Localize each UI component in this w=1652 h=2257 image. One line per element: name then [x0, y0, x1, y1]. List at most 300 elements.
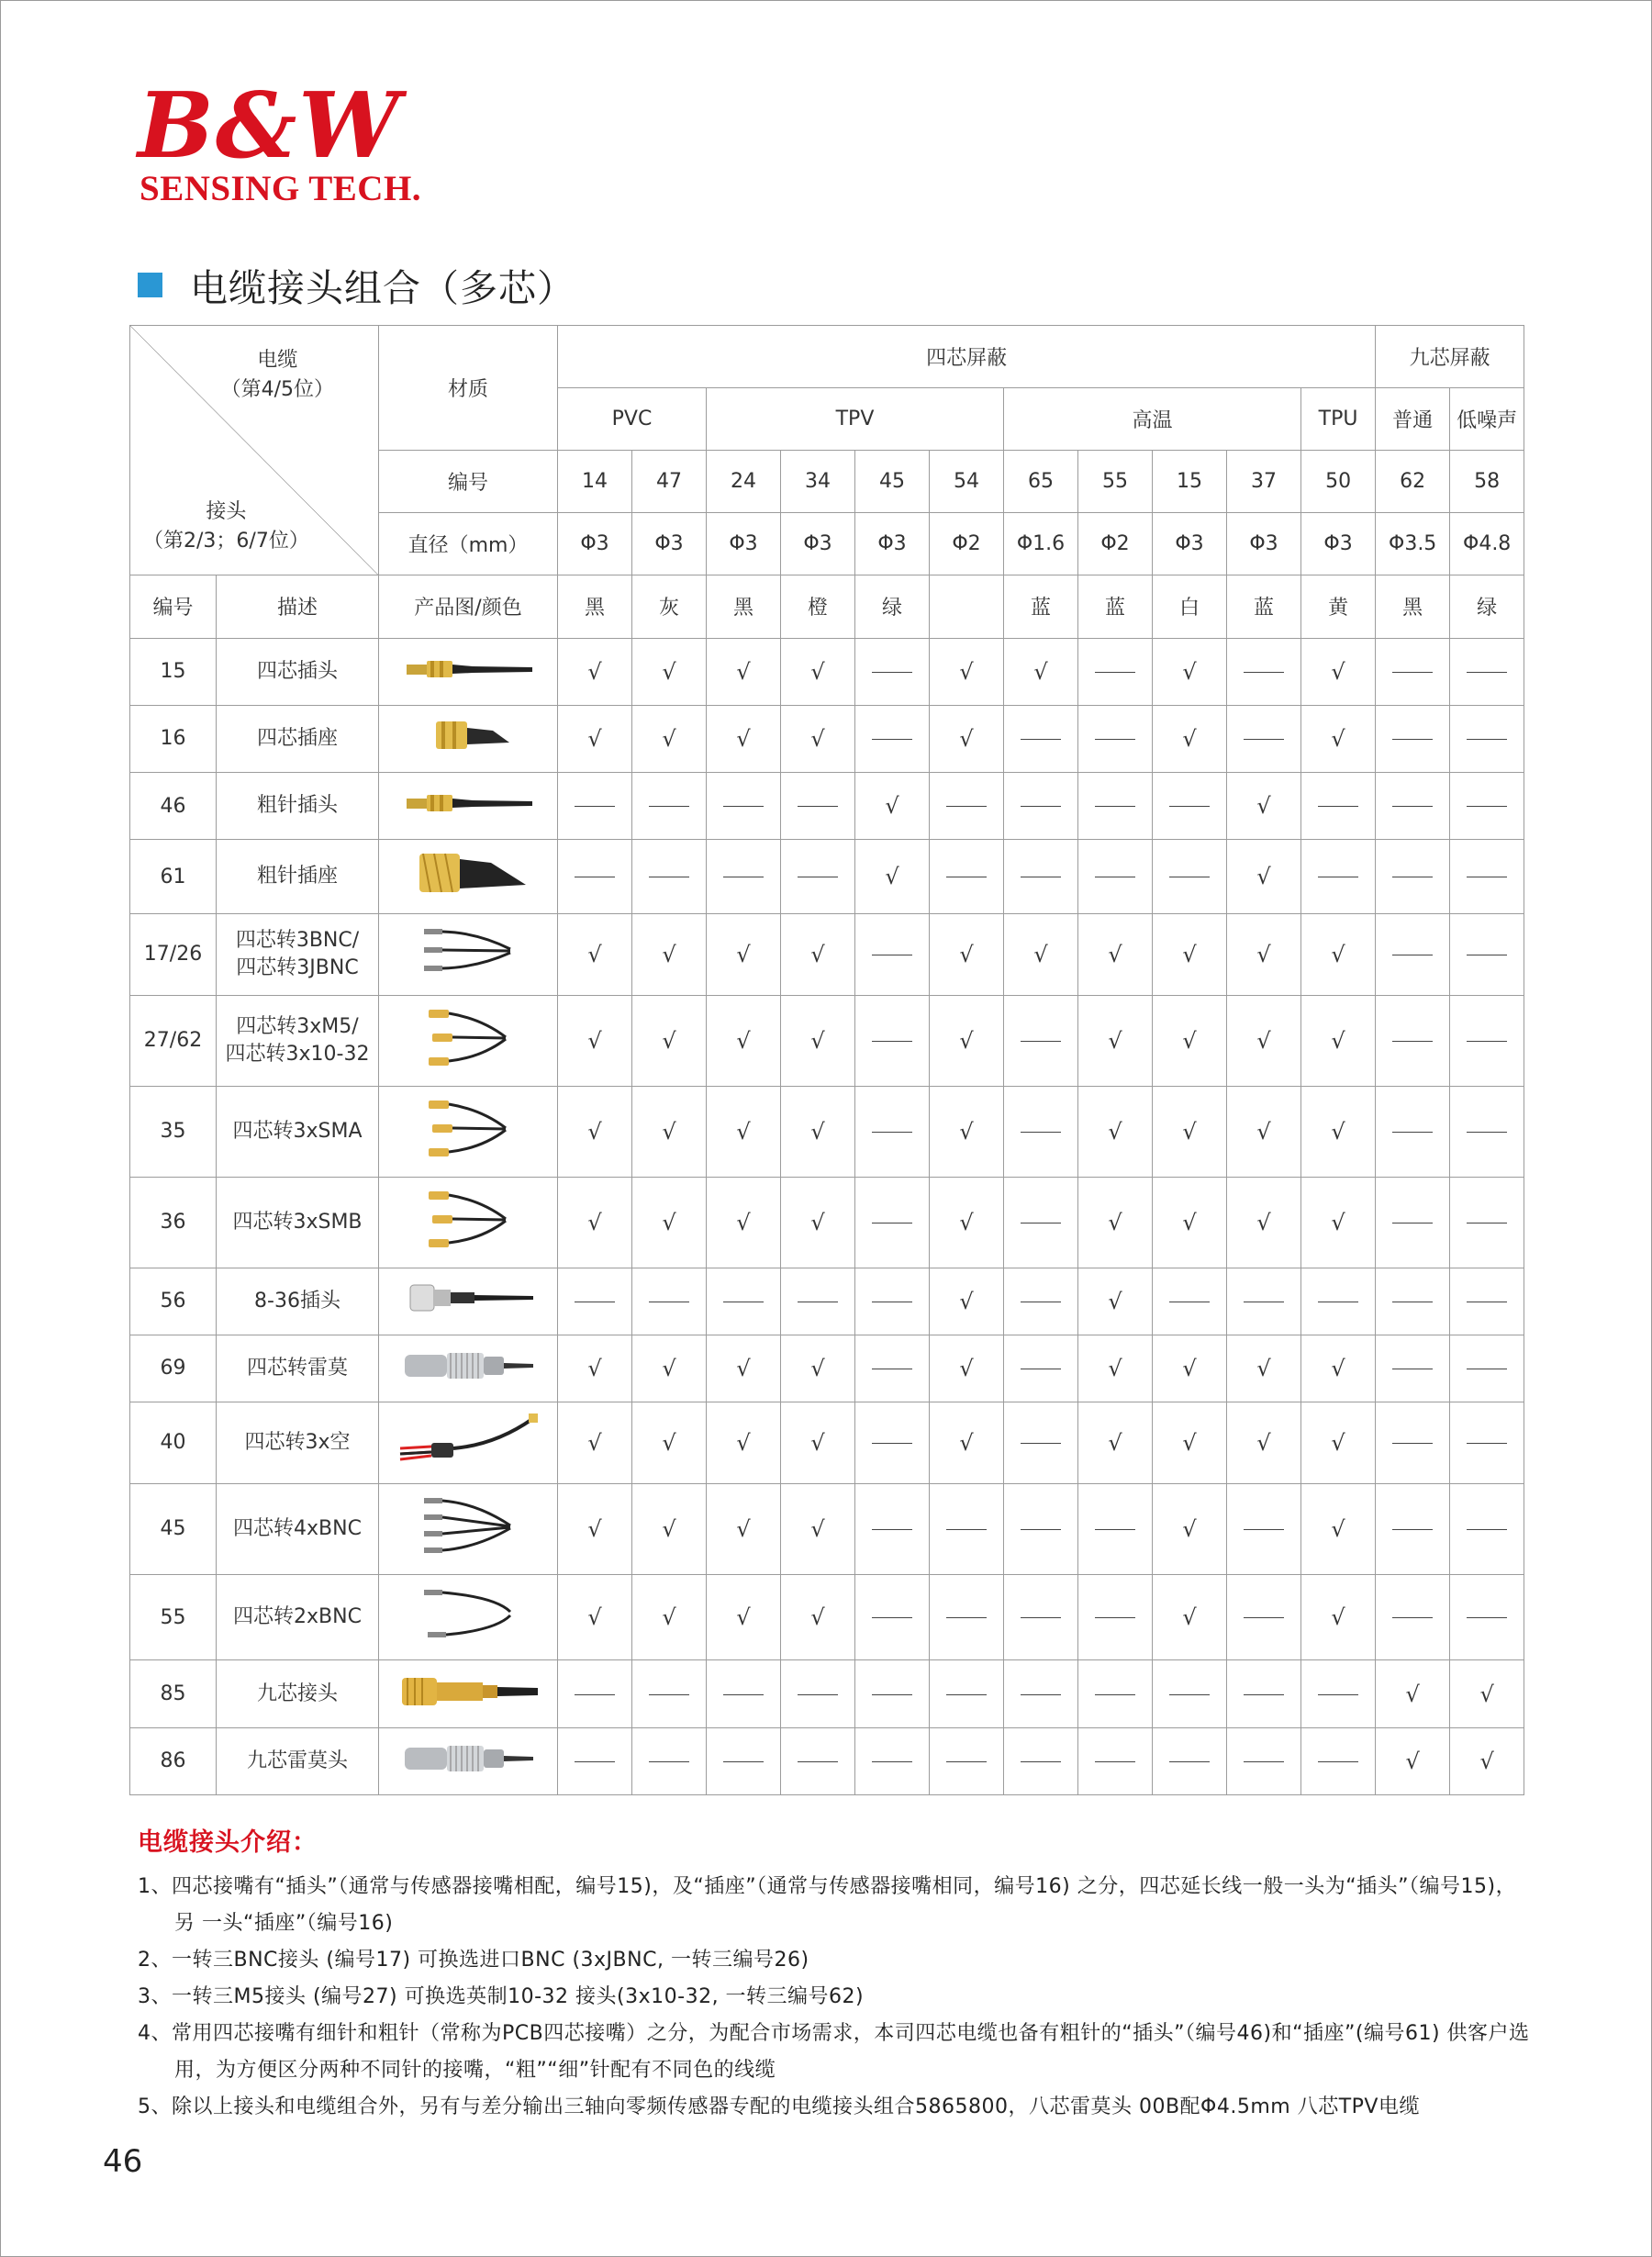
connector-description [217, 1660, 379, 1727]
available-cell [1376, 1660, 1450, 1727]
brand-logo [138, 73, 441, 209]
material-low-noise: 低噪声 [1450, 388, 1524, 451]
available-cell [1227, 1177, 1301, 1268]
cable-color-11: 黄 [1301, 575, 1376, 638]
product-image [379, 1335, 558, 1402]
product-image [379, 772, 558, 839]
check-mark-icon: √ [885, 793, 899, 820]
available-cell [1153, 1402, 1227, 1484]
dash-icon [723, 1761, 764, 1762]
dash-icon [1244, 672, 1284, 673]
available-cell [930, 705, 1004, 772]
check-mark-icon: √ [1331, 941, 1345, 967]
dash-icon [575, 1694, 615, 1695]
dash-icon [1021, 1132, 1061, 1133]
check-mark-icon: √ [1033, 941, 1048, 967]
unavailable-cell [1078, 705, 1153, 772]
check-mark-icon: √ [736, 658, 751, 685]
table-row [130, 995, 1524, 1086]
check-mark-icon: √ [736, 1355, 751, 1381]
available-cell [1004, 914, 1078, 996]
unavailable-cell [1301, 1727, 1376, 1794]
check-mark-icon: √ [1479, 1681, 1494, 1707]
check-mark-icon: √ [1182, 1429, 1197, 1456]
available-cell [1153, 1086, 1227, 1177]
check-mark-icon: √ [587, 941, 602, 967]
available-cell [1078, 995, 1153, 1086]
check-mark-icon: √ [662, 941, 676, 967]
dash-icon [872, 1761, 912, 1762]
intro-item-5: 5、除以上接头和电缆组合外，另有与差分输出三轴向零频传感器专配的电缆接头组合5865800，八芯雷莫头 00B配Φ4.5mm 八芯TPV电缆 [138, 2095, 1420, 2118]
cable-diameter-9: Φ3 [1153, 513, 1227, 575]
available-cell [558, 1402, 632, 1484]
dash-icon [1392, 672, 1433, 673]
unavailable-cell [558, 1660, 632, 1727]
check-mark-icon: √ [587, 1429, 602, 1456]
check-mark-icon: √ [810, 658, 825, 685]
check-mark-icon: √ [1108, 1288, 1122, 1314]
check-mark-icon: √ [736, 1118, 751, 1145]
description-line: 九芯雷莫头 [246, 1749, 348, 1772]
check-mark-icon: √ [662, 725, 676, 752]
available-cell [632, 995, 707, 1086]
check-mark-icon: √ [1256, 1118, 1271, 1145]
product-image [379, 1086, 558, 1177]
available-cell [1078, 1086, 1153, 1177]
unavailable-cell [632, 772, 707, 839]
description-line: 粗针插头 [256, 794, 338, 818]
unavailable-cell [1004, 1483, 1078, 1574]
dash-icon [1392, 1529, 1433, 1530]
unavailable-cell [1376, 1574, 1450, 1660]
unavailable-cell [1227, 1483, 1301, 1574]
available-cell [930, 638, 1004, 705]
available-cell [1153, 995, 1227, 1086]
unavailable-cell [1450, 1402, 1524, 1484]
connector-description [217, 1483, 379, 1574]
unavailable-cell [1376, 1335, 1450, 1402]
connector-number: 40 [130, 1402, 217, 1484]
cable-diameter-8: Φ2 [1078, 513, 1153, 575]
check-mark-icon: √ [1108, 1027, 1122, 1054]
available-cell [707, 995, 781, 1086]
unavailable-cell [1450, 840, 1524, 914]
check-mark-icon: √ [1405, 1681, 1420, 1707]
description-line: 四芯转3JBNC [236, 955, 359, 979]
connector-introduction [138, 1822, 1533, 2126]
unavailable-cell [1450, 705, 1524, 772]
available-cell [930, 1177, 1004, 1268]
unavailable-cell [1004, 1177, 1078, 1268]
unavailable-cell [1450, 1574, 1524, 1660]
connector-description [217, 1727, 379, 1794]
material-header: 材质 [379, 326, 558, 451]
unavailable-cell [855, 1660, 930, 1727]
unavailable-cell [1004, 705, 1078, 772]
connector-description [217, 705, 379, 772]
available-cell [1078, 1268, 1153, 1335]
unavailable-cell [1376, 1268, 1450, 1335]
check-mark-icon: √ [1479, 1748, 1494, 1774]
unavailable-cell [707, 840, 781, 914]
check-mark-icon: √ [662, 658, 676, 685]
dash-icon [946, 1617, 987, 1618]
unavailable-cell [1004, 1660, 1078, 1727]
available-cell [1153, 1483, 1227, 1574]
logo-tagline: SENSING TECH. [140, 169, 422, 208]
836-plug-icon [379, 1280, 557, 1323]
unavailable-cell [1450, 1483, 1524, 1574]
dash-icon [872, 672, 912, 673]
connector-number: 45 [130, 1483, 217, 1574]
unavailable-cell [1078, 1727, 1153, 1794]
available-cell [1153, 1177, 1227, 1268]
material-tpu: TPU [1301, 388, 1376, 451]
dash-icon [1467, 1443, 1507, 1444]
available-cell [781, 1483, 855, 1574]
bnc2-splitter-icon [379, 1584, 557, 1650]
check-mark-icon: √ [1256, 864, 1271, 890]
available-cell [1301, 1177, 1376, 1268]
unavailable-cell [1227, 638, 1301, 705]
cable-connector-table [129, 325, 1524, 1795]
connector-description [217, 995, 379, 1086]
dash-icon [1021, 1443, 1061, 1444]
cable-label: 电缆 [257, 349, 298, 372]
unavailable-cell [855, 1086, 930, 1177]
available-cell [1153, 638, 1227, 705]
check-mark-icon: √ [587, 725, 602, 752]
four-core-socket-icon [379, 717, 557, 761]
check-mark-icon: √ [1331, 1355, 1345, 1381]
available-cell [1078, 914, 1153, 996]
unavailable-cell [1153, 772, 1227, 839]
unavailable-cell [1004, 995, 1078, 1086]
available-cell [1301, 1483, 1376, 1574]
check-mark-icon: √ [662, 1515, 676, 1542]
product-image [379, 1177, 558, 1268]
unavailable-cell [1376, 772, 1450, 839]
lemo-connector-icon [379, 1347, 557, 1390]
available-cell [1078, 1402, 1153, 1484]
unavailable-cell [1004, 840, 1078, 914]
table-row [130, 1402, 1524, 1484]
connector-number: 27/62 [130, 995, 217, 1086]
unavailable-cell [781, 840, 855, 914]
check-mark-icon: √ [736, 1515, 751, 1542]
connector-description [217, 1177, 379, 1268]
available-cell [707, 1177, 781, 1268]
available-cell [1153, 705, 1227, 772]
section-title: 电缆接头组合（多芯） [190, 265, 575, 310]
cable-number-11: 50 [1301, 451, 1376, 513]
available-cell [1376, 1727, 1450, 1794]
check-mark-icon: √ [736, 1027, 751, 1054]
description-line: 四芯转雷莫 [246, 1356, 348, 1380]
unavailable-cell [1078, 1660, 1153, 1727]
cable-color-13: 绿 [1450, 575, 1524, 638]
available-cell [781, 705, 855, 772]
check-mark-icon: √ [662, 1429, 676, 1456]
smb-splitter-icon [379, 1188, 557, 1257]
check-mark-icon: √ [1182, 1604, 1197, 1631]
unavailable-cell [781, 1727, 855, 1794]
unavailable-cell [1450, 1086, 1524, 1177]
unavailable-cell [781, 772, 855, 839]
nine-core-connector-icon [379, 1670, 557, 1718]
unavailable-cell [1078, 1574, 1153, 1660]
row-number-header: 编号 [130, 575, 217, 638]
description-line: 四芯转3x10-32 [225, 1042, 370, 1066]
available-cell [1301, 1574, 1376, 1660]
dash-icon [872, 1041, 912, 1042]
dash-icon [1021, 1694, 1061, 1695]
unavailable-cell [1301, 772, 1376, 839]
product-image [379, 1727, 558, 1794]
dash-icon [872, 739, 912, 740]
unavailable-cell [1078, 1483, 1153, 1574]
cable-color-3: 黑 [707, 575, 781, 638]
unavailable-cell [930, 1727, 1004, 1794]
connector-position: （第2/3；6/7位） [143, 530, 309, 553]
dash-icon [1318, 806, 1358, 807]
dash-icon [1095, 806, 1135, 807]
unavailable-cell [1227, 1660, 1301, 1727]
check-mark-icon: √ [662, 1027, 676, 1054]
available-cell [1153, 1335, 1227, 1402]
available-cell [930, 1402, 1004, 1484]
table-row [130, 1335, 1524, 1402]
cable-color-12: 黑 [1376, 575, 1450, 638]
connector-description [217, 772, 379, 839]
product-image [379, 638, 558, 705]
unavailable-cell [1078, 772, 1153, 839]
dash-icon [1467, 739, 1507, 740]
unavailable-cell [1450, 638, 1524, 705]
table-row [130, 638, 1524, 705]
cable-number-13: 58 [1450, 451, 1524, 513]
bnc4-splitter-icon [379, 1494, 557, 1564]
logo-mark: B&W [138, 73, 402, 179]
available-cell [1227, 772, 1301, 839]
unavailable-cell [1227, 1727, 1301, 1794]
available-cell [632, 1402, 707, 1484]
check-mark-icon: √ [1256, 941, 1271, 967]
check-mark-icon: √ [1108, 1429, 1122, 1456]
unavailable-cell [707, 772, 781, 839]
available-cell [1301, 705, 1376, 772]
available-cell [930, 1086, 1004, 1177]
dash-icon [1467, 1041, 1507, 1042]
unavailable-cell [1376, 914, 1450, 996]
connector-number: 69 [130, 1335, 217, 1402]
dash-icon [1021, 806, 1061, 807]
check-mark-icon: √ [736, 1604, 751, 1631]
cable-number-10: 37 [1227, 451, 1301, 513]
nine-core-group-header: 九芯屏蔽 [1376, 326, 1524, 388]
available-cell [1301, 914, 1376, 996]
description-line: 四芯转2xBNC [233, 1605, 362, 1629]
available-cell [1153, 1574, 1227, 1660]
check-mark-icon: √ [587, 1027, 602, 1054]
dash-icon [1244, 1617, 1284, 1618]
check-mark-icon: √ [810, 941, 825, 967]
available-cell [558, 638, 632, 705]
unavailable-cell [632, 1268, 707, 1335]
description-line: 九芯接头 [256, 1682, 338, 1705]
dash-icon [1095, 1694, 1135, 1695]
check-mark-icon: √ [810, 1118, 825, 1145]
available-cell [558, 1086, 632, 1177]
check-mark-icon: √ [1331, 1118, 1345, 1145]
dash-icon [1021, 1617, 1061, 1618]
connector-description [217, 840, 379, 914]
available-cell [781, 1335, 855, 1402]
dash-icon [1021, 739, 1061, 740]
cable-number-1: 14 [558, 451, 632, 513]
available-cell [1227, 1086, 1301, 1177]
dash-icon [1244, 739, 1284, 740]
cable-diameter-3: Φ3 [707, 513, 781, 575]
available-cell [1301, 1402, 1376, 1484]
cable-number-9: 15 [1153, 451, 1227, 513]
unavailable-cell [1078, 638, 1153, 705]
cable-number-7: 65 [1004, 451, 1078, 513]
unavailable-cell [855, 914, 930, 996]
connector-number: 46 [130, 772, 217, 839]
check-mark-icon: √ [662, 1355, 676, 1381]
cable-number-5: 45 [855, 451, 930, 513]
available-cell [632, 1574, 707, 1660]
check-mark-icon: √ [662, 1209, 676, 1235]
connector-number: 15 [130, 638, 217, 705]
cable-diameter-7: Φ1.6 [1004, 513, 1078, 575]
bare-wire-icon [379, 1412, 557, 1474]
image-color-header: 产品图/颜色 [379, 575, 558, 638]
check-mark-icon: √ [1182, 1027, 1197, 1054]
available-cell [707, 1483, 781, 1574]
dash-icon [1392, 806, 1433, 807]
check-mark-icon: √ [1108, 1118, 1122, 1145]
cable-color-8: 蓝 [1078, 575, 1153, 638]
check-mark-icon: √ [810, 1604, 825, 1631]
cable-color-9: 白 [1153, 575, 1227, 638]
product-image [379, 1268, 558, 1335]
check-mark-icon: √ [810, 725, 825, 752]
unavailable-cell [855, 1402, 930, 1484]
unavailable-cell [1078, 840, 1153, 914]
available-cell [781, 1086, 855, 1177]
dash-icon [649, 806, 689, 807]
check-mark-icon: √ [959, 1118, 974, 1145]
four-core-plug-icon [379, 653, 557, 691]
material-tpv: TPV [707, 388, 1004, 451]
dash-icon [1244, 1694, 1284, 1695]
check-mark-icon: √ [1182, 658, 1197, 685]
cable-number-2: 47 [632, 451, 707, 513]
description-line: 四芯转3x空 [244, 1430, 351, 1454]
available-cell [1078, 1177, 1153, 1268]
dash-icon [1392, 1617, 1433, 1618]
dash-icon [1392, 1132, 1433, 1133]
dash-icon [1467, 1617, 1507, 1618]
available-cell [930, 1335, 1004, 1402]
check-mark-icon: √ [1331, 658, 1345, 685]
dash-icon [1318, 1694, 1358, 1695]
unavailable-cell [781, 1660, 855, 1727]
check-mark-icon: √ [1331, 1209, 1345, 1235]
unavailable-cell [1376, 638, 1450, 705]
dash-icon [1467, 672, 1507, 673]
connector-number: 86 [130, 1727, 217, 1794]
check-mark-icon: √ [810, 1027, 825, 1054]
check-mark-icon: √ [1256, 1429, 1271, 1456]
product-image [379, 1574, 558, 1660]
available-cell [707, 1086, 781, 1177]
dash-icon [1095, 1529, 1135, 1530]
available-cell [1004, 638, 1078, 705]
connector-position-label [143, 497, 309, 556]
cable-position-label [221, 346, 334, 405]
dash-icon [872, 1694, 912, 1695]
available-cell [1227, 840, 1301, 914]
unavailable-cell [1376, 1086, 1450, 1177]
product-image [379, 1402, 558, 1484]
unavailable-cell [558, 1268, 632, 1335]
available-cell [558, 995, 632, 1086]
available-cell [930, 995, 1004, 1086]
dash-icon [1244, 1529, 1284, 1530]
product-image [379, 705, 558, 772]
available-cell [707, 1335, 781, 1402]
table-row [130, 1574, 1524, 1660]
table-row [130, 772, 1524, 839]
unavailable-cell [558, 1727, 632, 1794]
available-cell [1227, 1402, 1301, 1484]
cable-diameter-4: Φ3 [781, 513, 855, 575]
dash-icon [946, 1761, 987, 1762]
dash-icon [1095, 1761, 1135, 1762]
available-cell [632, 1086, 707, 1177]
dash-icon [946, 1694, 987, 1695]
table-row [130, 840, 1524, 914]
table-row [130, 1177, 1524, 1268]
intro-title: 电缆接头介绍： [138, 1828, 318, 1857]
dash-icon [1392, 1443, 1433, 1444]
available-cell [707, 1574, 781, 1660]
available-cell [558, 1483, 632, 1574]
connector-number: 56 [130, 1268, 217, 1335]
description-line: 8-36插头 [254, 1289, 340, 1313]
cable-color-7: 蓝 [1004, 575, 1078, 638]
description-line: 四芯转3BNC/ [235, 928, 360, 952]
dash-icon [1021, 1041, 1061, 1042]
unavailable-cell [1227, 705, 1301, 772]
four-core-group-header: 四芯屏蔽 [558, 326, 1376, 388]
available-cell [558, 1335, 632, 1402]
unavailable-cell [1153, 1268, 1227, 1335]
dash-icon [1169, 806, 1210, 807]
intro-item-4: 4、常用四芯接嘴有细针和粗针（常称为PCB四芯接嘴）之分，为配合市场需求，本司四芯电缆也备有粗针的“插头”（编号46)和“插座”(编号61) 供客户选用，为方便区分两种不同针的接嘴，“粗”“细”针配有不同色的线缆 [138, 2022, 1530, 2082]
intro-item-3: 3、一转三M5接头 (编号27) 可换选英制10-32 接头(3x10-32, 一转三编号62) [138, 1985, 865, 2008]
table-row [130, 1660, 1524, 1727]
check-mark-icon: √ [662, 1118, 676, 1145]
available-cell [707, 1402, 781, 1484]
dash-icon [1095, 739, 1135, 740]
dash-icon [1169, 1694, 1210, 1695]
unavailable-cell [707, 1727, 781, 1794]
nine-core-lemo-icon [379, 1740, 557, 1782]
